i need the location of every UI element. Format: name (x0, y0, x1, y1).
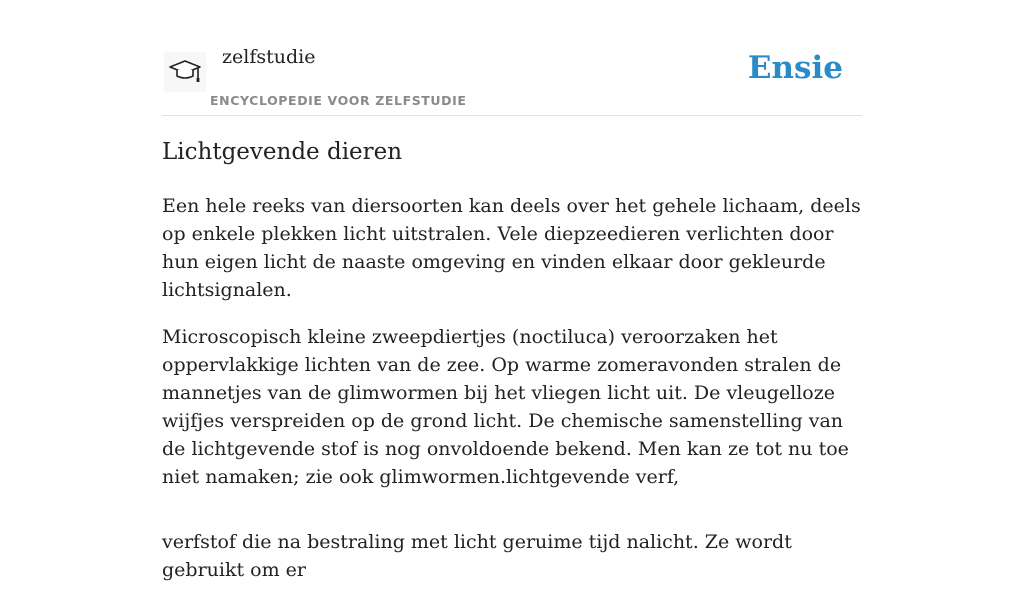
article-body (162, 192, 862, 603)
article-paragraph: Microscopisch kleine zweepdiertjes (noctiluca) veroorzaken het oppervlakkige lichten van de zee. Op warme zomeravonden stralen de mannetjes van de glimwormen bij het vliegen licht uit. De vleugelloze wijfjes verspreiden op de grond licht. De chemische samenstelling van de lichtgevende stof is nog onvoldoende bekend. Men kan ze tot nu toe niet namaken; zie ook glimwormen.lichtgevende verf, (162, 326, 849, 488)
site-name[interactable]: zelfstudie (222, 46, 316, 68)
article-paragraph: verfstof die na bestraling met licht geruime tijd nalicht. Ze wordt gebruikt om er (162, 531, 792, 581)
site-tagline: ENCYCLOPEDIE VOOR ZELFSTUDIE (210, 93, 467, 108)
site-header (162, 0, 862, 116)
article-paragraph: Een hele reeks van diersoorten kan deels over het gehele lichaam, deels op enkele plekken licht uitstralen. Vele diepzeedieren verlichten door hun eigen licht de naaste omgeving en vinden elkaar door gekleurde lichtsignalen. (162, 195, 861, 301)
page-title: Lichtgevende dieren (162, 139, 403, 165)
brand-logo-link[interactable]: Ensie (747, 50, 843, 86)
content-column (162, 0, 862, 581)
site-logo[interactable] (164, 52, 206, 92)
